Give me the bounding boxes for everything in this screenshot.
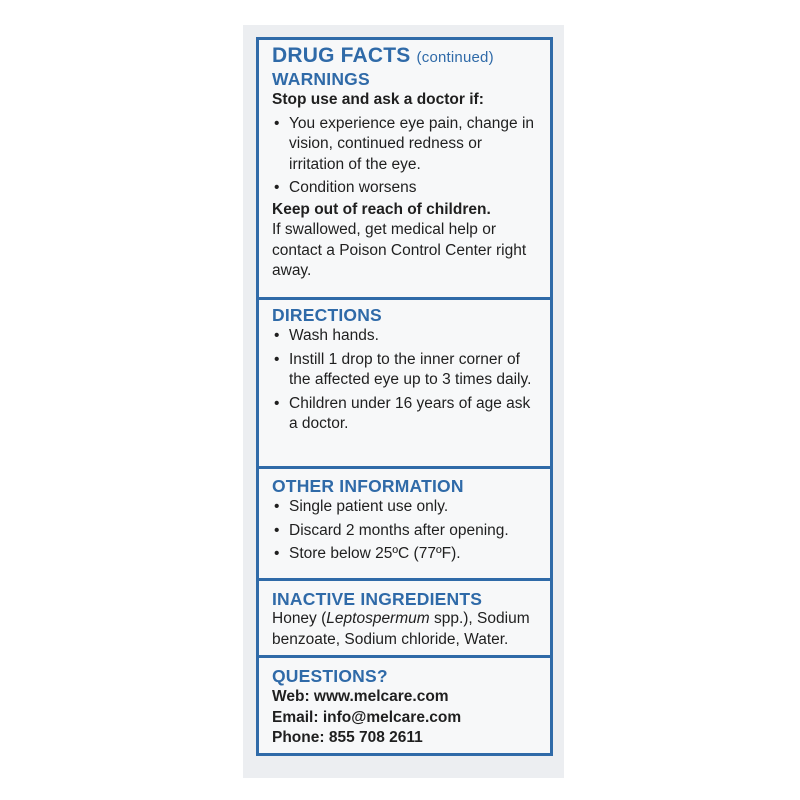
keep-out-heading: Keep out of reach of children. [272,200,491,218]
inactive-ingredients-text [272,609,540,650]
ingredients-text-part: Honey ( [272,610,327,627]
directions-section [259,305,550,438]
other-information-section [259,476,550,568]
warnings-list [272,114,540,199]
warnings-heading: WARNINGS [272,69,370,89]
section-divider [259,578,550,581]
list-item: • You experience eye pain, change in vision, continued redness or irritation of the eye. [272,114,540,176]
list-item: • Instill 1 drop to the inner corner of the affected eye up to 3 times daily. [272,350,540,391]
section-divider [259,466,550,469]
ingredients-text-part: spp.), Sodium benzoate, Sodium chloride, Water. [272,610,530,648]
list-item: • Store below 25ºC (77ºF). [272,544,540,565]
warnings-section [259,44,550,282]
web-contact: Web: www.melcare.com [272,688,449,705]
phone-contact: Phone: 855 708 2611 [272,729,423,746]
directions-heading: DIRECTIONS [272,305,382,325]
section-divider [259,297,550,300]
ingredients-genus: Leptospermum [326,610,430,627]
other-information-heading: OTHER INFORMATION [272,476,464,496]
email-contact: Email: info@melcare.com [272,708,462,726]
inactive-ingredients-section [259,589,550,650]
list-item: • Single patient use only. [272,497,540,518]
drug-facts-panel [256,37,553,756]
list-item: • Children under 16 years of age ask a doctor. [272,394,540,435]
inactive-ingredients-heading: INACTIVE INGREDIENTS [272,589,483,609]
swallowed-text: If swallowed, get medical help or contact a Poison Control Center right away. [272,221,527,279]
list-item: • Discard 2 months after opening. [272,521,540,542]
stop-use-heading: Stop use and ask a doctor if: [272,91,484,108]
continued-label: (continued) [416,49,494,66]
drug-facts-title [272,44,540,70]
questions-section [259,666,550,749]
directions-list [272,326,540,435]
drug-facts-title-text: DRUG FACTS [272,44,411,67]
list-item: • Wash hands. [272,326,540,347]
section-divider [259,655,550,658]
list-item: • Condition worsens [272,178,540,199]
other-information-list [272,497,540,565]
questions-heading: QUESTIONS? [272,666,388,686]
